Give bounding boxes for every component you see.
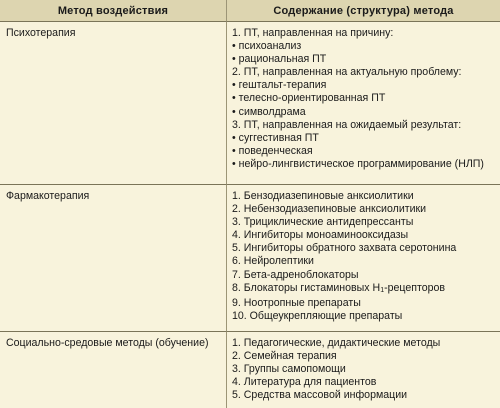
header-content: Содержание (структура) метода: [227, 0, 500, 22]
list-item: • нейро-лингвистическое программирование (НЛП): [232, 157, 484, 170]
list-item: 2. Небензодиазепиновые анксиолитики: [232, 203, 427, 216]
list-item: [232, 282, 498, 297]
list-item: 10. Общеукрепляющие препараты: [232, 309, 403, 322]
list-item: 4. Литература для пациентов: [232, 376, 377, 389]
list-item: 3. ПТ, направленная на ожидаемый результат:: [232, 118, 462, 131]
list-item: • символдрама: [232, 105, 306, 118]
list-item: • психоанализ: [232, 40, 302, 53]
header-method: Метод воздействия: [0, 0, 227, 22]
list-item: 1. ПТ, направленная на причину:: [232, 27, 394, 39]
list-item: • телесно-ориентированная ПТ: [232, 92, 386, 105]
list-item: 7. Бета-адреноблокаторы: [232, 268, 359, 281]
list-item: 9. Ноотропные препараты: [232, 296, 361, 309]
row-method-psychotherapy: Психотерапия: [0, 22, 227, 185]
list-item: 4. Ингибиторы моноаминооксидазы: [232, 229, 409, 242]
row-content-pharmacotherapy: [227, 185, 500, 332]
list-item: 6. Нейролептики: [232, 255, 314, 268]
list-item: 5. Средства массовой информации: [232, 389, 408, 402]
list-item: • суггестивная ПТ: [232, 131, 319, 144]
list-item: 5. Ингибиторы обратного захвата серотонина: [232, 242, 457, 255]
row-content-social: [227, 332, 500, 408]
subscript: 1: [380, 286, 385, 294]
list-item: 2. ПТ, направленная на актуальную проблему:: [232, 66, 462, 79]
list-item: • гештальт-терапия: [232, 79, 327, 92]
list-item: 1. Педагогические, дидактические методы: [232, 337, 441, 349]
row-method-social: Социально-средовые методы (обучение): [0, 332, 227, 408]
list-item: • рациональная ПТ: [232, 53, 327, 66]
list-item: • поведенческая: [232, 144, 313, 157]
list-item: 1. Бензодиазепиновые анксиолитики: [232, 190, 414, 202]
list-item-text: 8. Блокаторы гистаминовых Н: [232, 281, 381, 294]
row-content-psychotherapy: [227, 22, 500, 185]
list-item: 2. Семейная терапия: [232, 350, 337, 363]
row-method-pharmacotherapy: Фармакотерапия: [0, 185, 227, 332]
list-item-tail: -рецепторов: [384, 281, 446, 294]
list-item: 3. Трициклические антидепрессанты: [232, 216, 414, 229]
list-item: 3. Группы самопомощи: [232, 363, 346, 376]
